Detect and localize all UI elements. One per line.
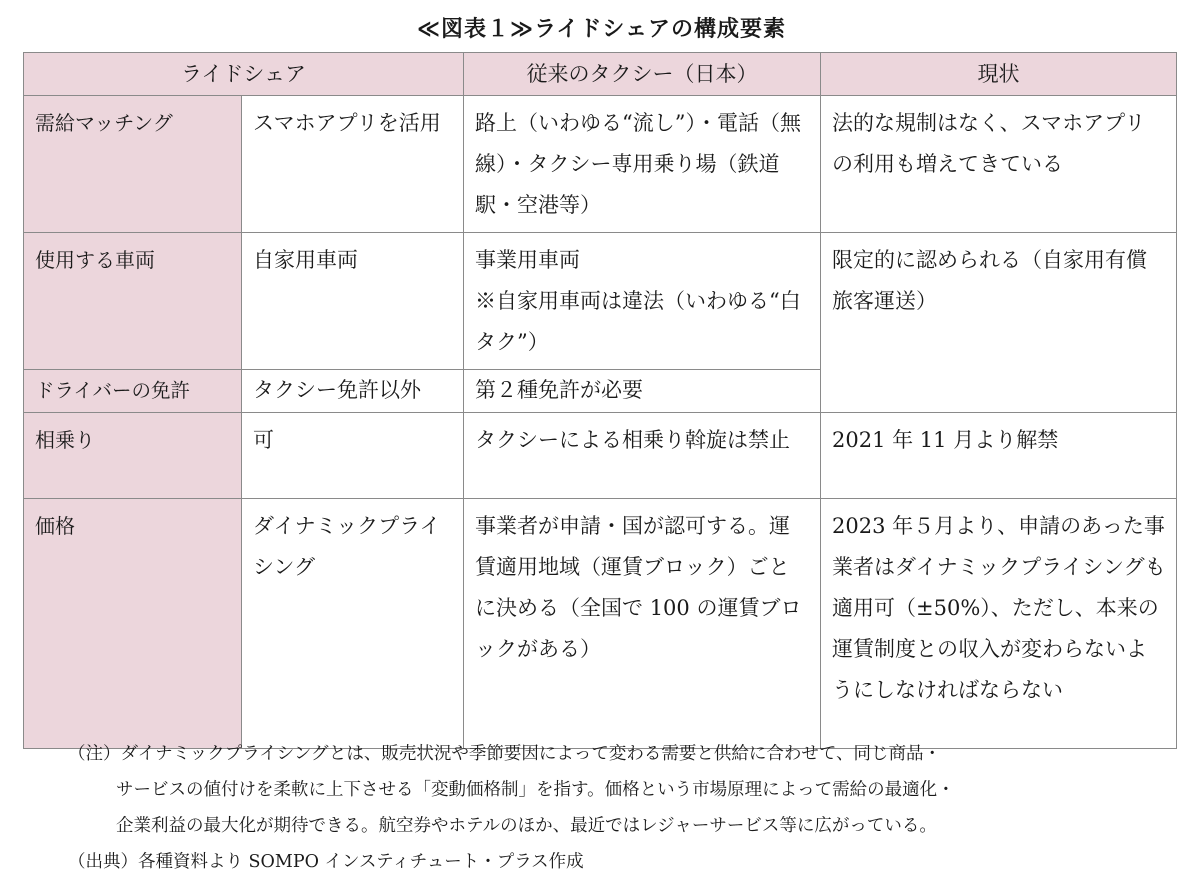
footnotes [68, 736, 1178, 880]
status-cell: 法的な規制はなく、スマホアプリの利用も増えてきている [821, 96, 1177, 233]
status-cell: 限定的に認められる（自家用有償旅客運送） [821, 233, 1177, 413]
rideshare-cell: スマホアプリを活用 [242, 96, 464, 233]
table-row [24, 96, 1177, 233]
taxi-cell-note: ※自家用車両は違法（いわゆる“白タク”） [475, 289, 801, 354]
header-traditional-taxi: 従来のタクシー（日本） [464, 53, 821, 96]
rideshare-components-table [23, 52, 1177, 749]
table-row [24, 413, 1177, 499]
note-line: サービスの値付けを柔軟に上下させる「変動価格制」を指す。価格という市場原理によって需給の最適化・ [116, 780, 955, 800]
table-row [24, 499, 1177, 749]
taxi-cell [464, 233, 821, 370]
header-rideshare: ライドシェア [24, 53, 464, 96]
table-row [24, 233, 1177, 370]
row-label: 需給マッチング [24, 96, 242, 233]
note-line: 企業利益の最大化が期待できる。航空券やホテルのほか、最近ではレジャーサービス等に広がっている。 [116, 816, 937, 836]
header-status: 現状 [821, 53, 1177, 96]
note-line: （注）ダイナミックプライシングとは、販売状況や季節要因によって変わる需要と供給に合わせて、同じ商品・ [68, 744, 941, 764]
rideshare-cell: 可 [242, 413, 464, 499]
taxi-cell: 路上（いわゆる“流し”）・電話（無線）・タクシー専用乗り場（鉄道駅・空港等） [464, 96, 821, 233]
taxi-cell-line: 事業用車両 [475, 248, 581, 272]
row-label: 価格 [24, 499, 242, 749]
header-row [24, 53, 1177, 96]
row-label: 使用する車両 [24, 233, 242, 370]
row-label: 相乗り [24, 413, 242, 499]
source-line: （出典）各種資料より SOMPO インスティチュート・プラス作成 [68, 852, 584, 872]
taxi-cell: タクシーによる相乗り斡旋は禁止 [464, 413, 821, 499]
status-cell: 2021 年 11 月より解禁 [821, 413, 1177, 499]
rideshare-cell: ダイナミックプライシング [242, 499, 464, 749]
rideshare-cell: 自家用車両 [242, 233, 464, 370]
rideshare-cell: タクシー免許以外 [242, 370, 464, 413]
row-label: ドライバーの免許 [24, 370, 242, 413]
status-cell: 2023 年５月より、申請のあった事業者はダイナミックプライシングも適用可（±50%）、ただし、本来の運賃制度との収入が変わらないようにしなければならない [821, 499, 1177, 749]
taxi-cell: 第２種免許が必要 [464, 370, 821, 413]
taxi-cell: 事業者が申請・国が認可する。運賃適用地域（運賃ブロック）ごとに決める（全国で 100 の運賃ブロックがある） [464, 499, 821, 749]
figure-title: ≪図表１≫ライドシェアの構成要素 [417, 17, 786, 42]
